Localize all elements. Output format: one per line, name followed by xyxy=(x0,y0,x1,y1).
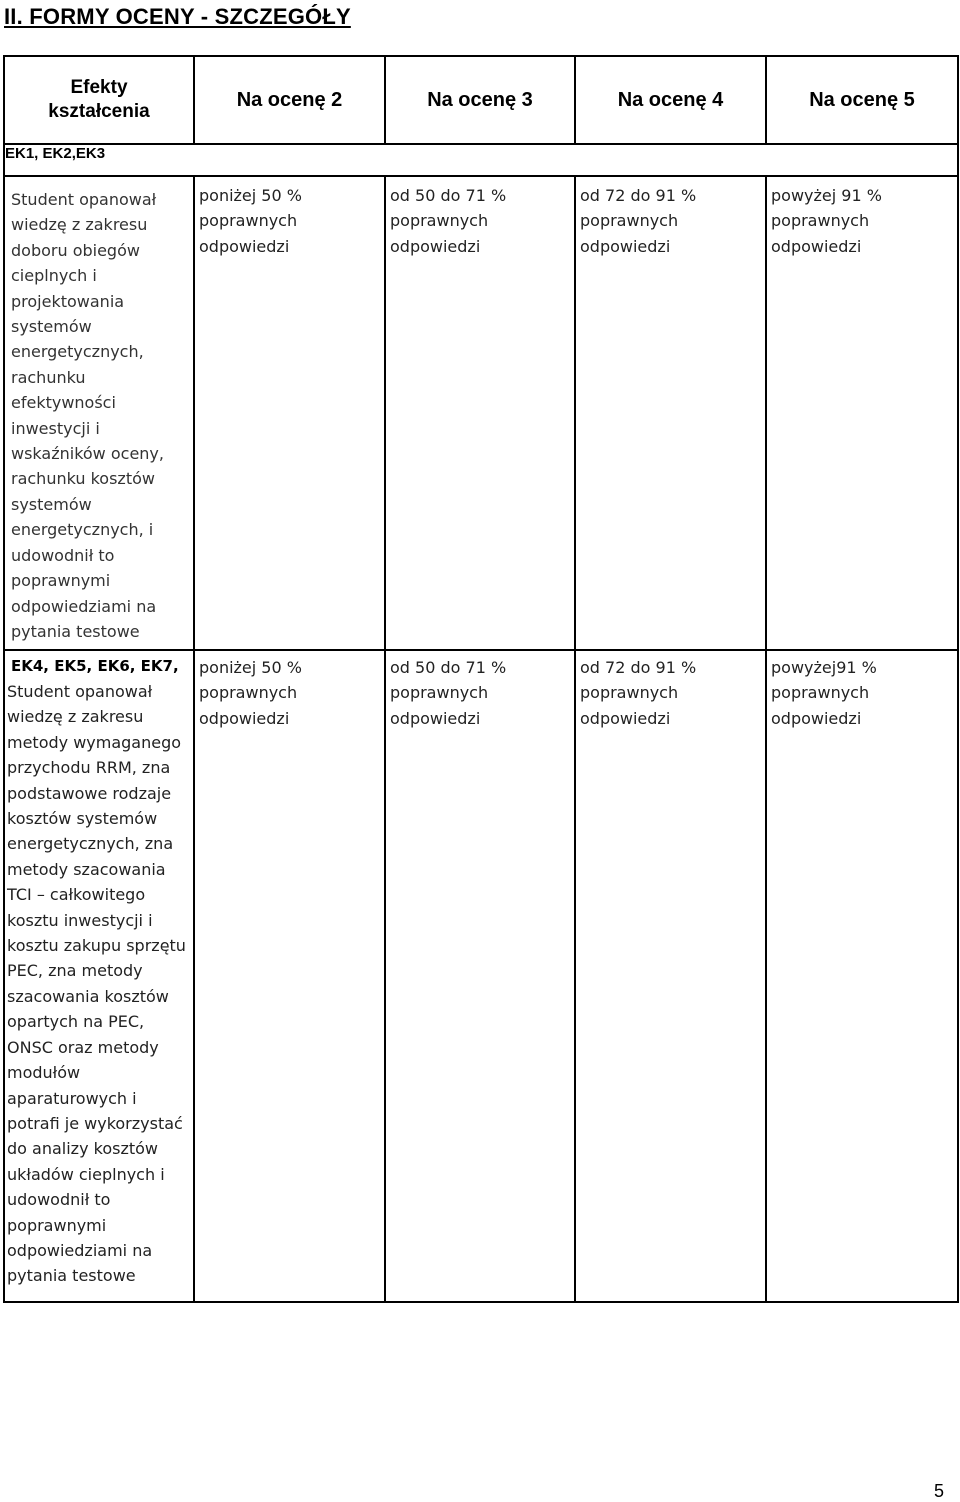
page-number: 5 xyxy=(933,1481,944,1501)
row1-outcome-code: EK1, EK2,EK3 xyxy=(4,144,958,176)
row1-grade-3: od 50 do 71 % poprawnych odpowiedzi xyxy=(390,186,507,256)
row2-grade-3: od 50 do 71 % poprawnych odpowiedzi xyxy=(390,658,507,728)
row2-description-cell xyxy=(4,650,194,1302)
row2-grade-5: powyżej91 % poprawnych odpowiedzi xyxy=(771,658,877,728)
row2-grade-5-cell xyxy=(766,650,958,1302)
header-grade-4: Na ocenę 4 xyxy=(575,56,766,144)
header-grade-3: Na ocenę 3 xyxy=(385,56,575,144)
row1-grade-2-cell xyxy=(194,176,385,650)
row2-grade-2-cell xyxy=(194,650,385,1302)
row1-description-cell xyxy=(4,176,194,650)
row1-grade-5-cell xyxy=(766,176,958,650)
table-row xyxy=(4,176,958,650)
row1-grade-4-cell xyxy=(575,176,766,650)
row1-description: Student opanował wiedzę z zakresu doboru obiegów cieplnych i projektowania systemów energetycznych, rachunku efektywności inwestycji i wskaźników oceny, rachunku kosztów systemów energetycznych, i udowodnił to poprawnymi odpowiedziami na pytania testowe xyxy=(11,190,164,641)
row1-grade-3-cell xyxy=(385,176,575,650)
row2-outcome-code: EK4, EK5, EK6, EK7, xyxy=(11,657,179,675)
header-grade-5: Na ocenę 5 xyxy=(766,56,958,144)
header-learning-outcomes: Efekty kształcenia xyxy=(4,56,194,144)
header-row xyxy=(4,56,958,144)
row2-grade-3-cell xyxy=(385,650,575,1302)
row2-grade-4-cell xyxy=(575,650,766,1302)
row1-grade-4: od 72 do 91 % poprawnych odpowiedzi xyxy=(580,186,697,256)
page-title: II. FORMY OCENY - SZCZEGÓŁY xyxy=(4,4,351,29)
header-grade-2: Na ocenę 2 xyxy=(194,56,385,144)
row2-grade-2: poniżej 50 % poprawnych odpowiedzi xyxy=(199,658,302,728)
grading-table xyxy=(3,55,959,1303)
table-row xyxy=(4,650,958,1302)
row2-description: Student opanował wiedzę z zakresu metody wymaganego przychodu RRM, zna podstawowe rodzaje kosztów systemów energetycznych, zna metody szacowania TCI – całkowitego kosztu inwestycji i kosztu zakupu sprzętu PEC, zna metody szacowania kosztów opartych na PEC, ONSC oraz metody modułów aparaturowych i potrafi je wykorzystać do analizy kosztów układów cieplnych i udowodnił to poprawnymi odpowiedziami na pytania testowe xyxy=(7,682,186,1286)
row2-grade-4: od 72 do 91 % poprawnych odpowiedzi xyxy=(580,658,697,728)
row1-grade-2: poniżej 50 % poprawnych odpowiedzi xyxy=(199,186,302,256)
row1-code-row xyxy=(4,144,958,176)
row1-grade-5: powyżej 91 % poprawnych odpowiedzi xyxy=(771,186,882,256)
